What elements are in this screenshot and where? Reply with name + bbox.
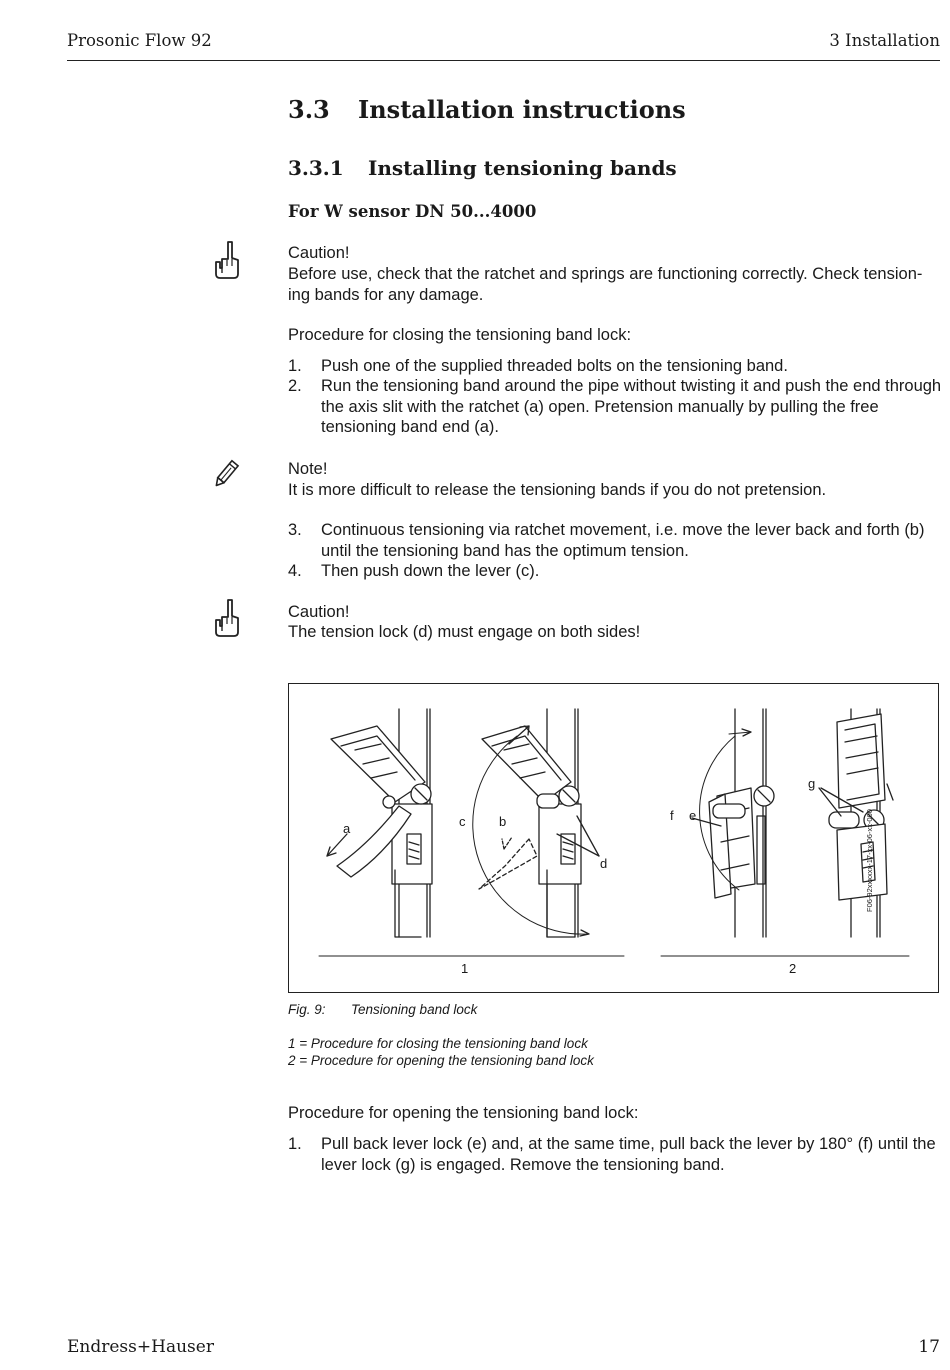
caution-title: Caution! [288, 244, 350, 262]
pointing-hand-icon [210, 240, 242, 282]
label-b: b [499, 814, 507, 829]
figure-caption-number: Fig. 9: [288, 1002, 326, 1017]
figure-group-1-label: 1 [461, 961, 469, 976]
step-number: 4. [288, 562, 302, 580]
label-f: f [670, 808, 674, 823]
step-number: 1. [288, 357, 302, 375]
figure-group-2-label: 2 [789, 961, 797, 976]
note-title: Note! [288, 460, 328, 478]
section-title: Installation instructions [358, 95, 686, 124]
subsection-number: 3.3.1 [288, 156, 344, 180]
step-text: Then push down the lever (c). [321, 562, 540, 580]
step-number: 1. [288, 1135, 302, 1153]
tensioning-band-lock-drawing [289, 684, 940, 994]
label-e: e [689, 808, 697, 823]
caution-text: Before use, check that the ratchet and springs are functioning correctly. Check tension-ing bands for any damage. [288, 265, 923, 304]
section-number: 3.3 [288, 95, 330, 124]
label-g: g [808, 776, 816, 791]
step-text: Pull back lever lock (e) and, at the same time, pull back the lever by 180° (f) until the lever lock (g) is engaged. Remove the tensioning band. [321, 1135, 936, 1174]
caution-title: Caution! [288, 603, 350, 621]
step-text: Continuous tensioning via ratchet movement, i.e. move the lever back and forth (b) until the tensioning band has the optimum tension. [321, 521, 925, 560]
tensioning-band-lock-figure [288, 683, 939, 993]
label-c: c [459, 814, 466, 829]
sensor-subheading: For W sensor DN 50...4000 [288, 202, 537, 221]
header-rule [67, 60, 940, 61]
figure-legend-item: 1 = Procedure for closing the tensioning band lock [288, 1036, 588, 1051]
figure-code: F06-92xxxxxx-17-xx-06-xx-000 [865, 809, 874, 912]
note-text: It is more difficult to release the tensioning bands if you do not pretension. [288, 481, 827, 499]
step-number: 3. [288, 521, 302, 539]
pointing-hand-icon [210, 598, 242, 640]
opening-procedure-intro: Procedure for opening the tensioning band lock: [288, 1104, 639, 1122]
figure-caption-title: Tensioning band lock [351, 1002, 478, 1017]
step-text: Run the tensioning band around the pipe without twisting it and push the end through the axis slit with the ratchet (a) open. Pretension manually by pulling the free tensioning band end (a). [321, 377, 942, 436]
figure-legend-item: 2 = Procedure for opening the tensioning band lock [288, 1053, 594, 1068]
label-a: a [343, 821, 351, 836]
step-text: Push one of the supplied threaded bolts on the tensioning band. [321, 357, 788, 375]
page-number: 17 [918, 1337, 940, 1357]
running-header-title: Prosonic Flow 92 [67, 31, 212, 50]
closing-procedure-intro: Procedure for closing the tensioning band lock: [288, 326, 632, 344]
running-header-chapter: 3 Installation [829, 31, 940, 50]
caution-text: The tension lock (d) must engage on both sides! [288, 623, 641, 641]
step-number: 2. [288, 377, 302, 395]
footer-brand: Endress+Hauser [67, 1337, 214, 1357]
subsection-title: Installing tensioning bands [368, 156, 677, 180]
label-d: d [600, 856, 608, 871]
pencil-icon [210, 458, 242, 492]
